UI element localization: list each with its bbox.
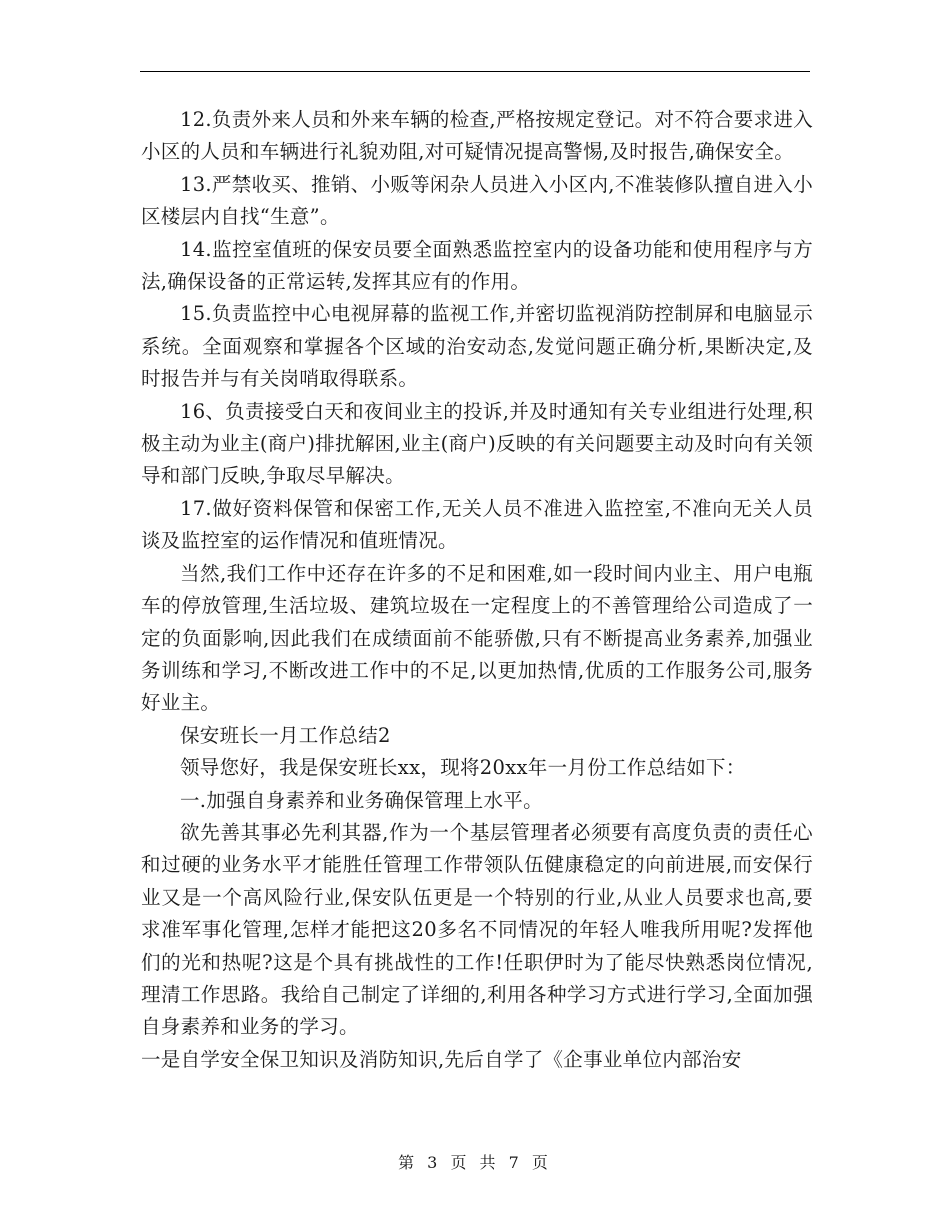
paragraph-shortcomings: 当然,我们工作中还存在许多的不足和困难,如一段时间内业主、用户电瓶车的停放管理,生活垃圾、建筑垃圾在一定程度上的不善管理给公司造成了一定的负面影响,因此我们在成绩面前不能骄傲,只有不断提高业务素养,加强业务训练和学习,不断改进工作中的不足,以更加热情,优质的工作服务公司,服务好业主。 xyxy=(141,561,813,715)
header-rule xyxy=(140,71,810,72)
subheading-one: 一.加强自身素养和业务确保管理上水平。 xyxy=(180,788,543,812)
paragraph-self-improvement: 欲先善其事必先利其器,作为一个基层管理者必须要有高度负责的责任心和过硬的业务水平才能胜任管理工作带领队伍健康稳定的向前进展,而安保行业又是一个高风险行业,保安队伍更是一个特别的行业,从业人员要求也高,要求准军事化管理,怎样才能把这20多名不同情况的年轻人唯我所用呢?发挥他们的光和热呢?这是个具有挑战性的工作!任职伊时为了能尽快熟悉岗位情况,理清工作思路。我给自己制定了详细的,利用各种学习方式进行学习,全面加强自身素养和业务的学习。 xyxy=(141,820,813,1039)
paragraph-item-12: 12.负责外来人员和外来车辆的检查,严格按规定登记。对不符合要求进入小区的人员和车辆进行礼貌劝阻,对可疑情况提高警惕,及时报告,确保安全。 xyxy=(141,108,813,164)
paragraph-item-16: 16、负责接受白天和夜间业主的投诉,并及时通知有关专业组进行处理,积极主动为业主(商户)排扰解困,业主(商户)反映的有关问题要主动及时向有关领导和部门反映,争取尽早解决。 xyxy=(141,399,813,488)
paragraph-self-study: 一是自学安全保卫知识及消防知识,先后自学了《企事业单位内部治安 xyxy=(141,1047,742,1071)
page-footer: 第 3 页 共 7 页 xyxy=(398,1153,552,1172)
paragraph-item-14: 14.监控室值班的保安员要全面熟悉监控室内的设备功能和使用程序与方法,确保设备的正常运转,发挥其应有的作用。 xyxy=(141,237,813,294)
paragraph-item-15: 15.负责监控中心电视屏幕的监视工作,并密切监视消防控制屏和电脑显示系统。全面观察和掌握各个区域的治安动态,发觉问题正确分析,果断决定,及时报告并与有关岗哨取得联系。 xyxy=(141,302,813,391)
section-heading: 保安班长一月工作总结2 xyxy=(180,723,391,747)
paragraph-item-17: 17.做好资料保管和保密工作,无关人员不准进入监控室,不准向无关人员谈及监控室的运作情况和值班情况。 xyxy=(141,496,813,553)
paragraph-item-13: 13.严禁收买、推销、小贩等闲杂人员进入小区内,不准装修队擅自进入小区楼层内自找“生意”。 xyxy=(141,172,813,229)
document-body xyxy=(141,104,813,1076)
paragraph-greeting: 领导您好，我是保安班长xx，现将20xx年一月份工作总结如下： xyxy=(180,756,746,780)
